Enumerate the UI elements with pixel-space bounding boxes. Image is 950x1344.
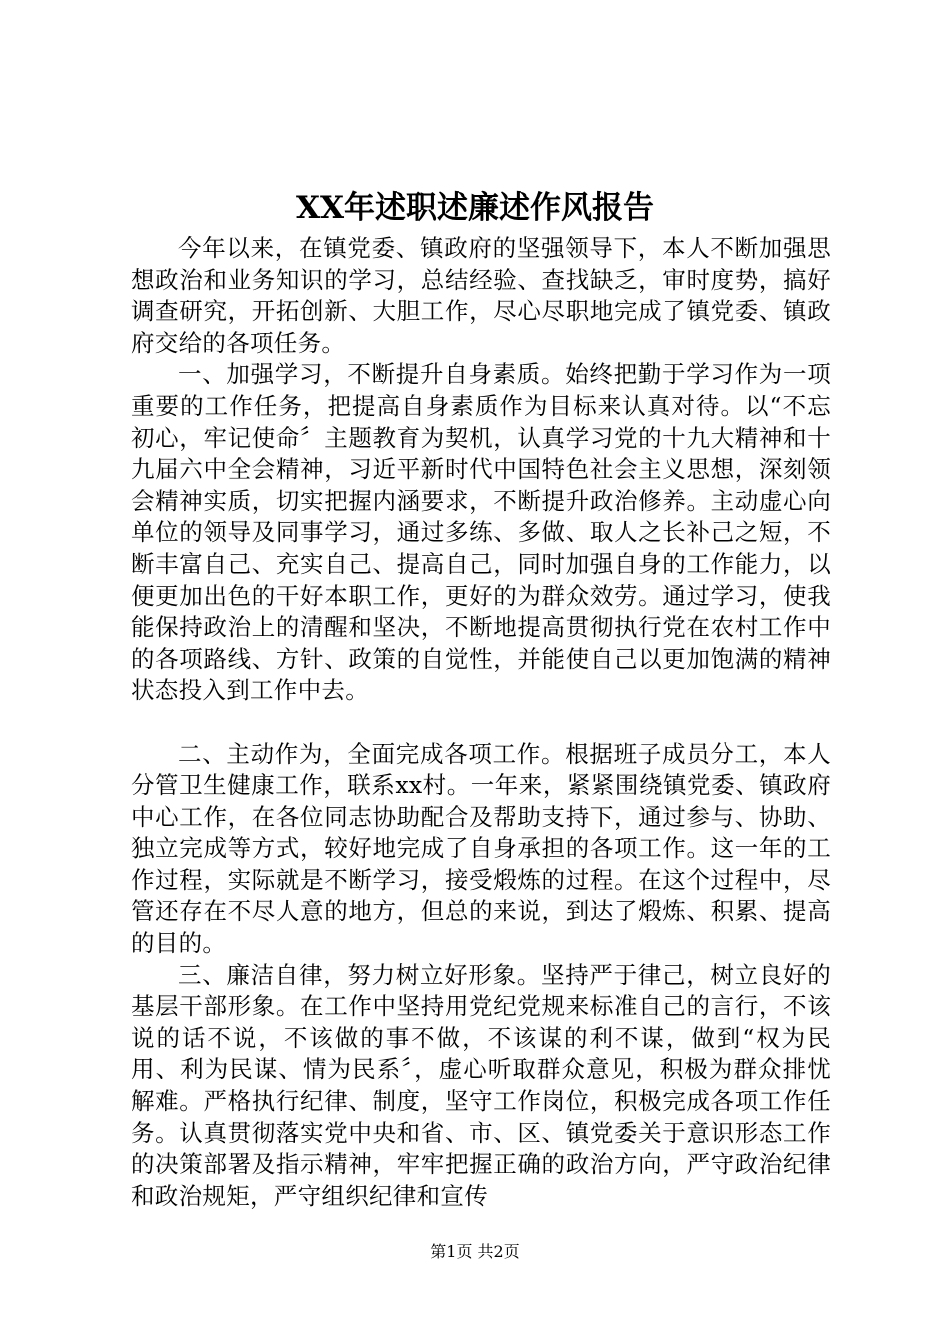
document-title: XX年述职述廉述作风报告 — [295, 190, 655, 226]
paragraph-intro: 今年以来，在镇党委、镇政府的坚强领导下，本人不断加强思想政治和业务知识的学习，总结经验、查找缺乏，审时度势，搞好调查研究，开拓创新、大胆工作，尽心尽职地完成了镇党委、镇政府交给的各项任务。 — [131, 234, 831, 357]
paragraph-section-3: 三、廉洁自律，努力树立好形象。坚持严于律己，树立良好的基层干部形象。在工作中坚持用党纪党规来标准自己的言行，不该说的话不说，不该做的事不做，不该谋的利不谋，做到“权为民用、利为民谋、情为民系〞，虚心听取群众意见，积极为群众排忧解难。严格执行纪律、制度，坚守工作岗位，积极完成各项工作任务。认真贯彻落实党中央和省、市、区、镇党委关于意识形态工作的决策部署及指示精神，牢牢把握正确的政治方向，严守政治纪律和政治规矩，严守组织纪律和宣传 — [131, 960, 831, 1210]
paragraph-section-1: 一、加强学习，不断提升自身素质。始终把勤于学习作为一项重要的工作任务，把提高自身素质作为目标来认真对待。以“不忘初心，牢记使命〞主题教育为契机，认真学习党的十九大精神和十九届六中全会精神，习近平新时代中国特色社会主义思想，深刻领会精神实质，切实把握内涵要求，不断提升政治修养。主动虚心向单位的领导及同事学习，通过多练、多做、取人之长补己之短，不断丰富自己、充实自己、提高自己，同时加强自身的工作能力，以便更加出色的干好本职工作，更好的为群众效劳。通过学习，使我能保持政治上的清醒和坚决，不断地提高贯彻执行党在农村工作中的各项路线、方针、政策的自觉性，并能使自己以更加饱满的精神状态投入到工作中去。 — [131, 360, 831, 705]
page-footer — [0, 1241, 950, 1263]
document-body — [131, 233, 831, 1212]
page-number: 第1页 — [430, 1242, 473, 1261]
page-total: 共2页 — [477, 1242, 520, 1261]
paragraph-section-2: 二、主动作为，全面完成各项工作。根据班子成员分工，本人分管卫生健康工作，联系xx村。一年来，紧紧围绕镇党委、镇政府中心工作，在各位同志协助配合及帮助支持下，通过参与、协助、独立完成等方式，较好地完成了自身承担的各项工作。这一年的工作过程，实际就是不断学习，接受煅炼的过程。在这个过程中，尽管还存在不尽人意的地方，但总的来说，到达了煅炼、积累、提高的目的。 — [131, 739, 831, 958]
